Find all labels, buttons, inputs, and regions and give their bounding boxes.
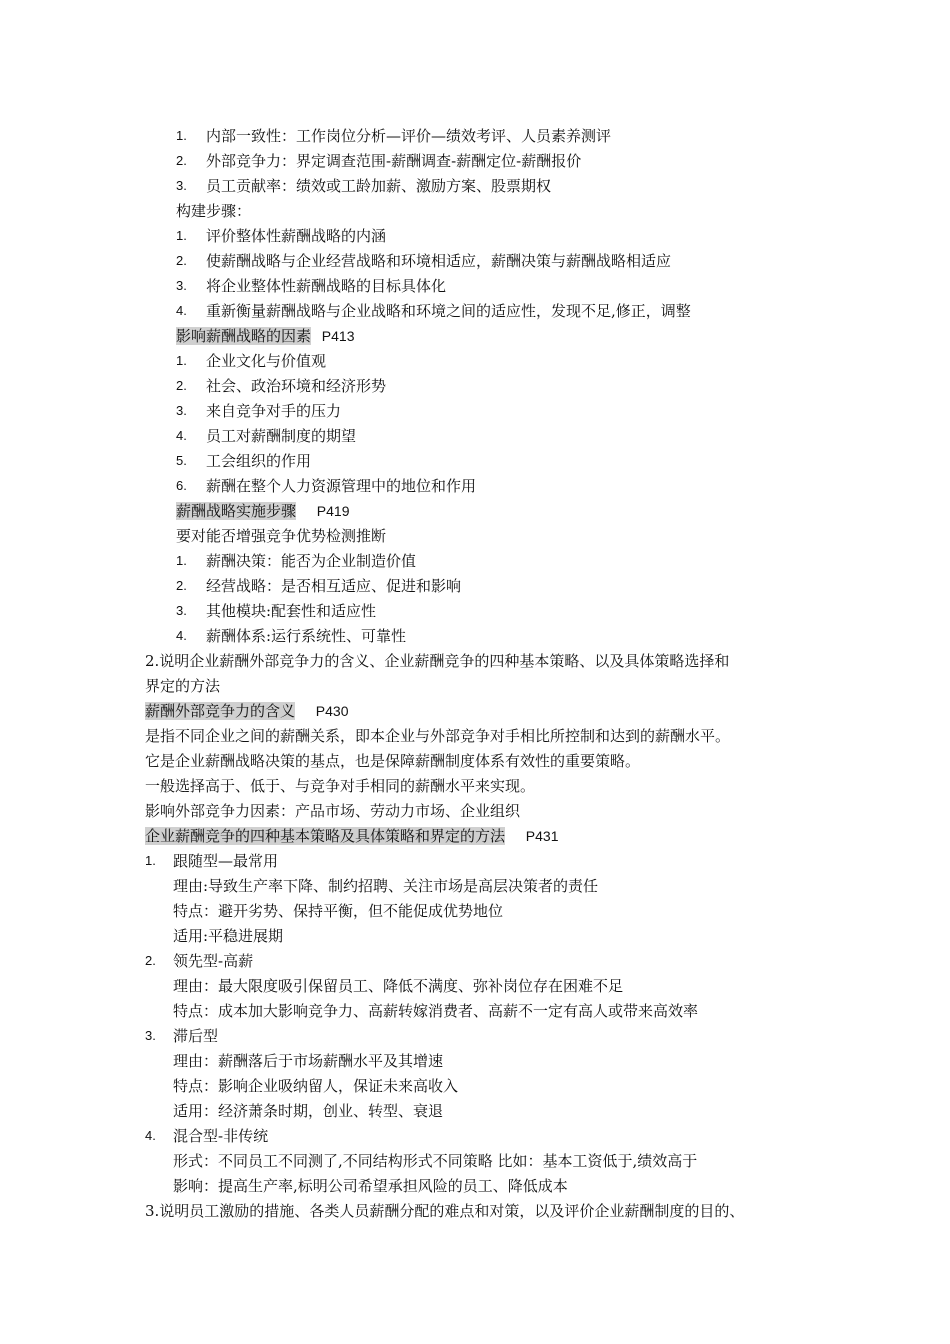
list-number: 2. — [176, 253, 187, 268]
list-item: 经营战略：是否相互适应、促进和影响 — [206, 577, 462, 595]
paragraph: 适用:平稳进展期 — [173, 927, 284, 945]
list-item: 其他模块:配套性和适应性 — [206, 602, 377, 620]
list-number: 3. — [145, 1028, 156, 1043]
page-reference: P431 — [525, 828, 559, 844]
list-item: 工会组织的作用 — [206, 452, 312, 470]
list-number: 6. — [176, 478, 187, 493]
list-item: 员工对薪酬制度的期望 — [206, 427, 357, 445]
paragraph: 理由：薪酬落后于市场薪酬水平及其增速 — [173, 1052, 444, 1070]
question-text: 界定的方法 — [145, 677, 221, 695]
list-number: 1. — [176, 553, 187, 568]
list-number: 4. — [176, 428, 187, 443]
list-item: 企业文化与价值观 — [206, 352, 327, 370]
list-item: 滞后型 — [173, 1027, 219, 1045]
paragraph: 要对能否增强竞争优势检测推断 — [176, 527, 387, 545]
paragraph: 它是企业薪酬战略决策的基点，也是保障薪酬制度体系有效性的重要策略。 — [145, 752, 641, 770]
list-number: 2. — [145, 953, 156, 968]
paragraph: 影响：提高生产率,标明公司希望承担风险的员工、降低成本 — [173, 1177, 568, 1195]
paragraph: 理由:导致生产率下降、制约招聘、关注市场是高层决策者的责任 — [173, 877, 599, 895]
section-heading — [176, 501, 350, 521]
list-number: 1. — [176, 128, 187, 143]
page-reference: P413 — [321, 328, 355, 344]
list-number: 2. — [176, 578, 187, 593]
paragraph: 适用：经济萧条时期，创业、转型、衰退 — [173, 1102, 444, 1120]
heading-highlight: 影响薪酬战略的因素 — [176, 327, 312, 345]
question-text: 3.说明员工激励的措施、各类人员薪酬分配的难点和对策，以及评价企业薪酬制度的目的、 — [145, 1202, 745, 1220]
paragraph: 形式：不同员工不同测了,不同结构形式不同策略 比如：基本工资低于,绩效高于 — [173, 1152, 698, 1170]
page-reference: P430 — [315, 703, 349, 719]
list-number: 3. — [176, 278, 187, 293]
list-number: 2. — [176, 153, 187, 168]
heading-highlight: 企业薪酬竞争的四种基本策略及具体策略和界定的方法 — [145, 827, 506, 845]
heading-highlight: 薪酬外部竞争力的含义 — [145, 702, 296, 720]
heading-highlight: 薪酬战略实施步骤 — [176, 502, 297, 520]
list-item: 评价整体性薪酬战略的内涵 — [206, 227, 387, 245]
list-number: 2. — [176, 378, 187, 393]
list-item: 社会、政治环境和经济形势 — [206, 377, 387, 395]
list-number: 1. — [176, 228, 187, 243]
list-item: 领先型-高薪 — [173, 952, 254, 970]
list-number: 3. — [176, 178, 187, 193]
list-item: 重新衡量薪酬战略与企业战略和环境之间的适应性，发现不足,修正，调整 — [206, 302, 691, 320]
paragraph: 理由：最大限度吸引保留员工、降低不满度、弥补岗位存在困难不足 — [173, 977, 624, 995]
section-heading — [145, 701, 349, 721]
list-item: 外部竞争力：界定调查范围-薪酬调查-薪酬定位-薪酬报价 — [206, 152, 582, 170]
list-item: 将企业整体性薪酬战略的目标具体化 — [206, 277, 447, 295]
paragraph: 特点：避开劣势、保持平衡，但不能促成优势地位 — [173, 902, 504, 920]
list-number: 5. — [176, 453, 187, 468]
paragraph: 影响外部竞争力因素：产品市场、劳动力市场、企业组织 — [145, 802, 521, 820]
list-item: 内部一致性：工作岗位分析—评价—绩效考评、人员素养测评 — [206, 127, 612, 145]
list-number: 3. — [176, 603, 187, 618]
list-item: 薪酬体系:运行系统性、可靠性 — [206, 627, 407, 645]
list-number: 4. — [176, 628, 187, 643]
paragraph: 构建步骤： — [176, 202, 252, 220]
list-item: 员工贡献率：绩效或工龄加薪、激励方案、股票期权 — [206, 177, 552, 195]
list-item: 跟随型—最常用 — [173, 852, 279, 870]
list-number: 1. — [145, 853, 156, 868]
page-reference: P419 — [316, 503, 350, 519]
list-item: 薪酬决策：能否为企业制造价值 — [206, 552, 417, 570]
list-item: 薪酬在整个人力资源管理中的地位和作用 — [206, 477, 477, 495]
question-text: 2.说明企业薪酬外部竞争力的含义、企业薪酬竞争的四种基本策略、以及具体策略选择和 — [145, 652, 730, 670]
list-item: 来自竞争对手的压力 — [206, 402, 342, 420]
paragraph: 一般选择高于、低于、与竞争对手相同的薪酬水平来实现。 — [145, 777, 536, 795]
list-item: 混合型-非传统 — [173, 1127, 269, 1145]
section-heading — [176, 326, 355, 346]
paragraph: 是指不同企业之间的薪酬关系，即本企业与外部竞争对手相比所控制和达到的薪酬水平。 — [145, 727, 731, 745]
list-number: 3. — [176, 403, 187, 418]
list-number: 4. — [145, 1128, 156, 1143]
list-item: 使薪酬战略与企业经营战略和环境相适应，薪酬决策与薪酬战略相适应 — [206, 252, 672, 270]
paragraph: 特点：影响企业吸纳留人，保证未来高收入 — [173, 1077, 459, 1095]
section-heading — [145, 826, 559, 846]
paragraph: 特点：成本加大影响竞争力、高薪转嫁消费者、高薪不一定有高人或带来高效率 — [173, 1002, 699, 1020]
list-number: 4. — [176, 303, 187, 318]
list-number: 1. — [176, 353, 187, 368]
